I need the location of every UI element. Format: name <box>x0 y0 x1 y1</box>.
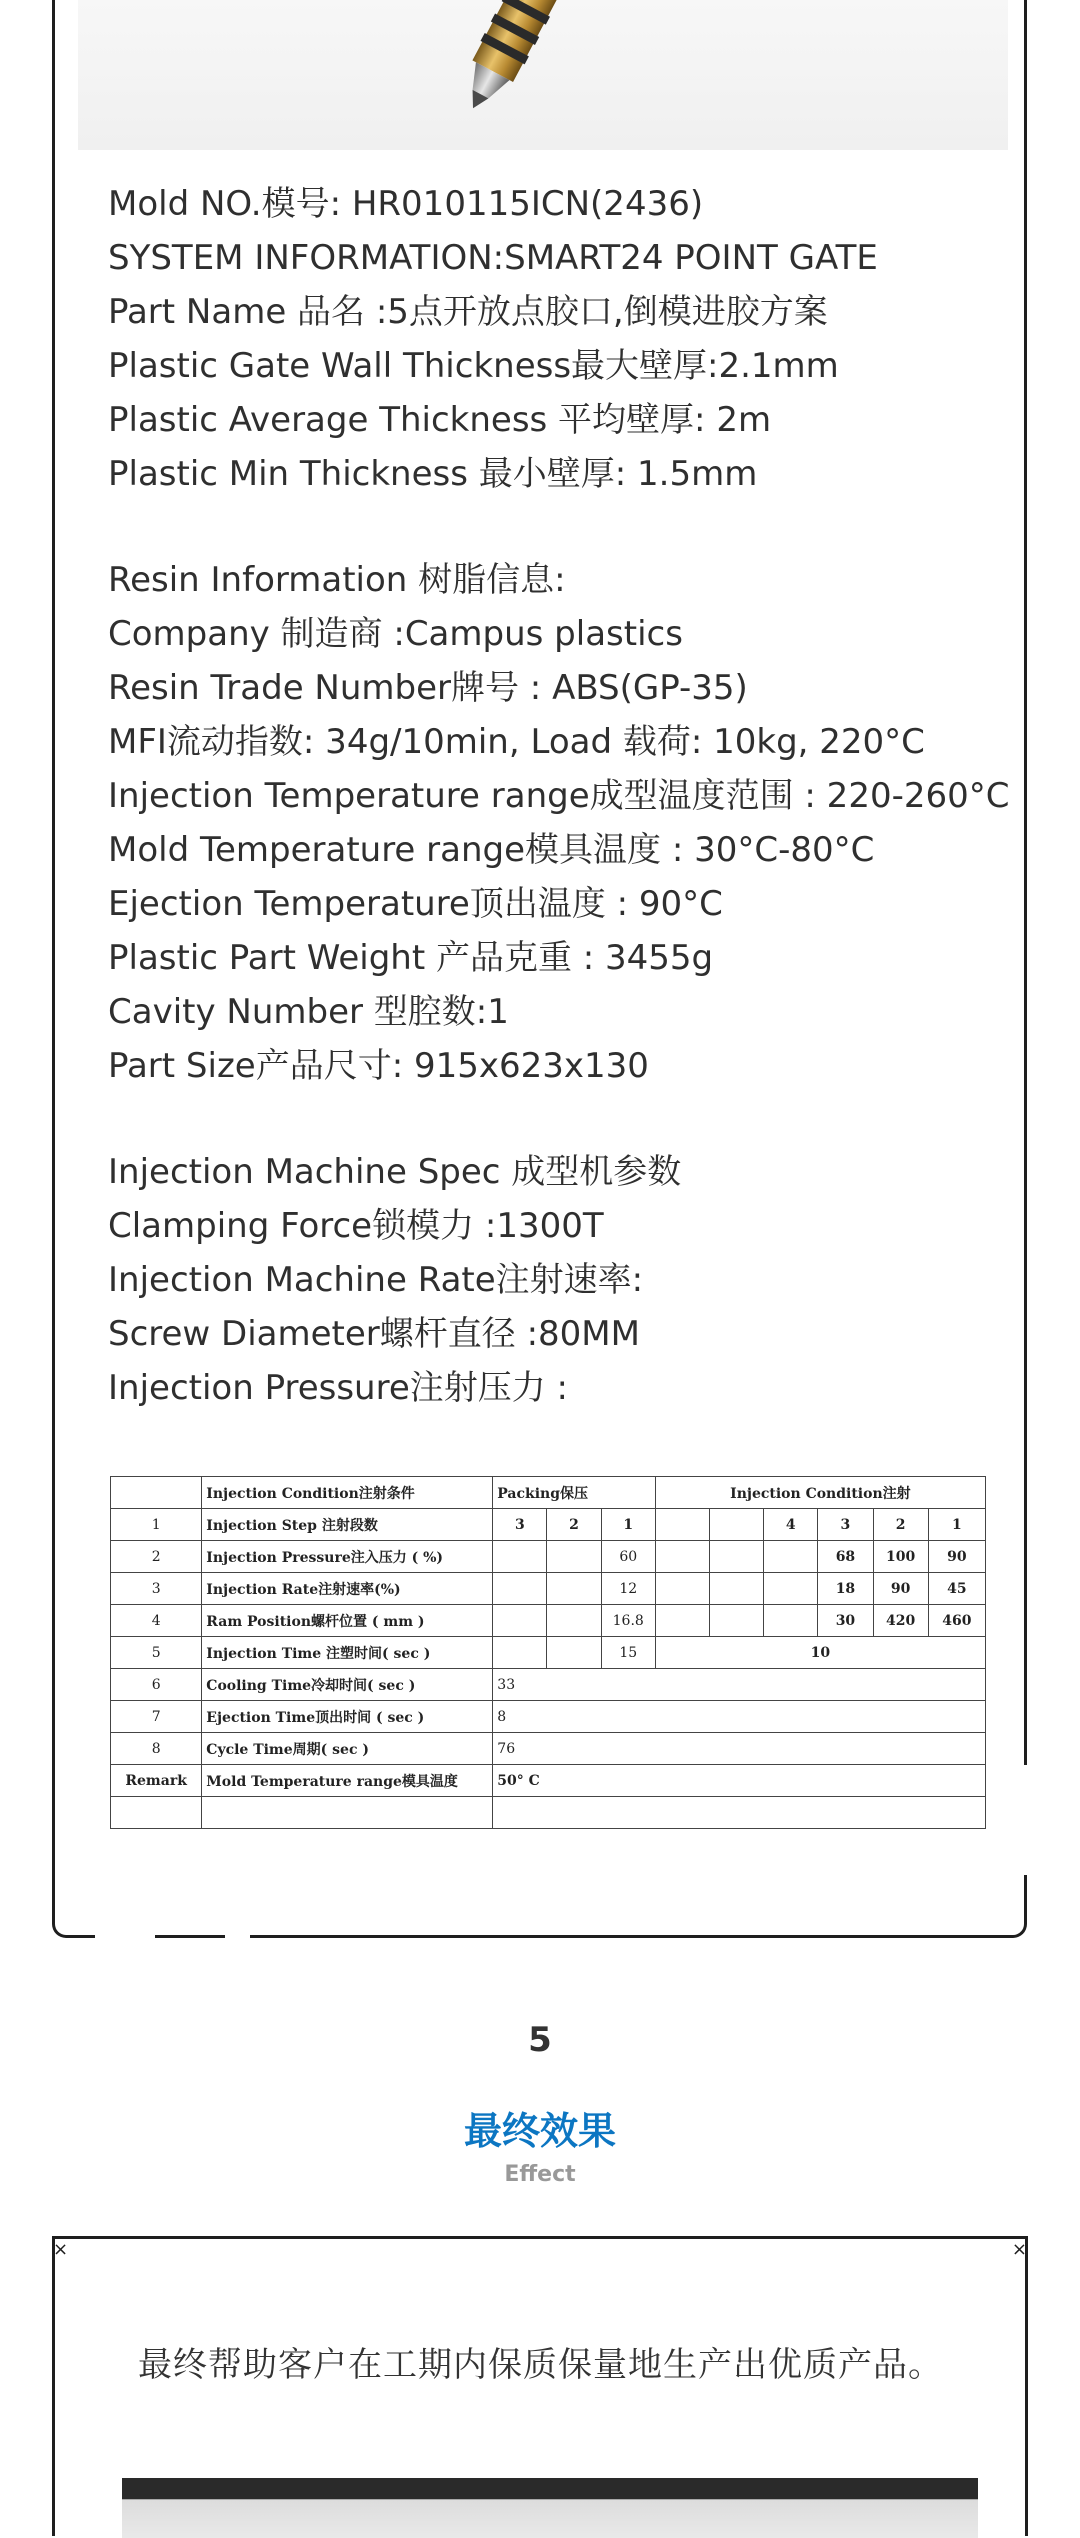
cell: 12 <box>601 1573 655 1605</box>
cell: 420 <box>873 1605 928 1637</box>
row-label: Injection Pressure注入压力 ( %) <box>202 1541 493 1573</box>
resin-line: Plastic Part Weight 产品克重 : 3455g <box>108 938 714 978</box>
row-number: 6 <box>111 1669 202 1701</box>
row-label: Ejection Time顶出时间 ( sec ) <box>202 1701 493 1733</box>
row-label: Cooling Time冷却时间( sec ) <box>202 1669 493 1701</box>
row-number: 8 <box>111 1733 202 1765</box>
resin-line: Injection Temperature range成型温度范围 : 220-260°C <box>108 776 1010 816</box>
resin-line: Resin Trade Number牌号 : ABS(GP-35) <box>108 668 748 708</box>
cell: 1 <box>928 1509 985 1541</box>
resin-line: Part Size产品尺寸: 915x623x130 <box>108 1046 649 1086</box>
cell: 45 <box>928 1573 985 1605</box>
cell: 2 <box>873 1509 928 1541</box>
cell: 1 <box>601 1509 655 1541</box>
cell: 68 <box>818 1541 873 1573</box>
cell: 60 <box>601 1541 655 1573</box>
resin-line: Ejection Temperature顶出温度 : 90°C <box>108 884 723 924</box>
row-label: Injection Step 注射段数 <box>202 1509 493 1541</box>
nozzle-illustration <box>413 0 573 120</box>
table-header-row <box>111 1477 986 1509</box>
injection-condition-table <box>110 1476 986 1829</box>
cell: 10 <box>655 1637 985 1669</box>
cell: 8 <box>493 1701 986 1733</box>
machine-line: Screw Diameter螺杆直径 :80MM <box>108 1314 640 1354</box>
header-injection: Injection Condition注射 <box>655 1477 985 1509</box>
table-row <box>111 1541 986 1573</box>
row-number: 3 <box>111 1573 202 1605</box>
machine-line: Injection Machine Spec 成型机参数 <box>108 1152 682 1192</box>
corner-mark-icon: × <box>53 2239 69 2260</box>
row-number: Remark <box>111 1765 202 1797</box>
cell: 16.8 <box>601 1605 655 1637</box>
row-number: 1 <box>111 1509 202 1541</box>
section-subtitle: Effect <box>504 2162 576 2187</box>
cell: 3 <box>818 1509 873 1541</box>
row-label: Ram Position螺杆位置 ( mm ) <box>202 1605 493 1637</box>
machine-info-block <box>108 1145 681 1415</box>
mold-line: Mold NO.模号: HR010115ICN(2436) <box>108 184 704 224</box>
row-label: Cycle Time周期( sec ) <box>202 1733 493 1765</box>
cell: 4 <box>764 1509 818 1541</box>
table-row <box>111 1669 986 1701</box>
mold-line: Plastic Average Thickness 平均壁厚: 2m <box>108 400 772 440</box>
cell: 3 <box>493 1509 547 1541</box>
corner-mark-icon: × <box>1011 2239 1027 2260</box>
table-row <box>111 1573 986 1605</box>
row-label: Injection Rate注射速率(%) <box>202 1573 493 1605</box>
mold-info-block <box>108 177 878 501</box>
cell: 2 <box>547 1509 601 1541</box>
table-row <box>111 1765 986 1797</box>
table-row <box>111 1605 986 1637</box>
resin-line: MFI流动指数: 34g/10min, Load 载荷: 10kg, 220°C <box>108 722 925 762</box>
row-label: Injection Time 注塑时间( sec ) <box>202 1637 493 1669</box>
table-row <box>111 1797 986 1829</box>
effect-description: 最终帮助客户在工期内保质保量地生产出优质产品。 <box>138 2345 943 2385</box>
header-packing: Packing保压 <box>493 1477 656 1509</box>
resin-line: Resin Information 树脂信息: <box>108 560 566 600</box>
machine-line: Clamping Force锁模力 :1300T <box>108 1206 604 1246</box>
mold-line: Plastic Gate Wall Thickness最大壁厚:2.1mm <box>108 346 839 386</box>
table-row <box>111 1637 986 1669</box>
effect-photo <box>122 2478 978 2538</box>
header-condition: Injection Condition注射条件 <box>202 1477 493 1509</box>
row-label: Mold Temperature range模具温度 <box>202 1765 493 1797</box>
resin-line: Mold Temperature range模具温度 : 30°C-80°C <box>108 830 875 870</box>
machine-line: Injection Machine Rate注射速率: <box>108 1260 644 1300</box>
row-number: 5 <box>111 1637 202 1669</box>
section-number: 5 <box>528 2020 552 2060</box>
table-row <box>111 1701 986 1733</box>
mold-line: Part Name 品名 :5点开放点胶口,倒模进胶方案 <box>108 292 828 332</box>
cell: 18 <box>818 1573 873 1605</box>
machine-line: Injection Pressure注射压力 : <box>108 1368 569 1408</box>
table-row <box>111 1733 986 1765</box>
mold-line: Plastic Min Thickness 最小壁厚: 1.5mm <box>108 454 758 494</box>
resin-line: Company 制造商 :Campus plastics <box>108 614 683 654</box>
cell: 100 <box>873 1541 928 1573</box>
mold-line: SYSTEM INFORMATION:SMART24 POINT GATE <box>108 238 878 278</box>
row-number: 7 <box>111 1701 202 1733</box>
section-title: 最终效果 <box>463 2109 616 2153</box>
cell: 90 <box>928 1541 985 1573</box>
row-number: 2 <box>111 1541 202 1573</box>
cell: 33 <box>493 1669 986 1701</box>
cell: 15 <box>601 1637 655 1669</box>
table-row <box>111 1509 986 1541</box>
cell: 76 <box>493 1733 986 1765</box>
resin-line: Cavity Number 型腔数:1 <box>108 992 509 1032</box>
hot-runner-nozzle-photo <box>78 0 1008 150</box>
cell: 90 <box>873 1573 928 1605</box>
row-number: 4 <box>111 1605 202 1637</box>
cell: 460 <box>928 1605 985 1637</box>
resin-info-block <box>108 553 1009 1093</box>
cell: 50° C <box>493 1765 986 1797</box>
cell: 30 <box>818 1605 873 1637</box>
